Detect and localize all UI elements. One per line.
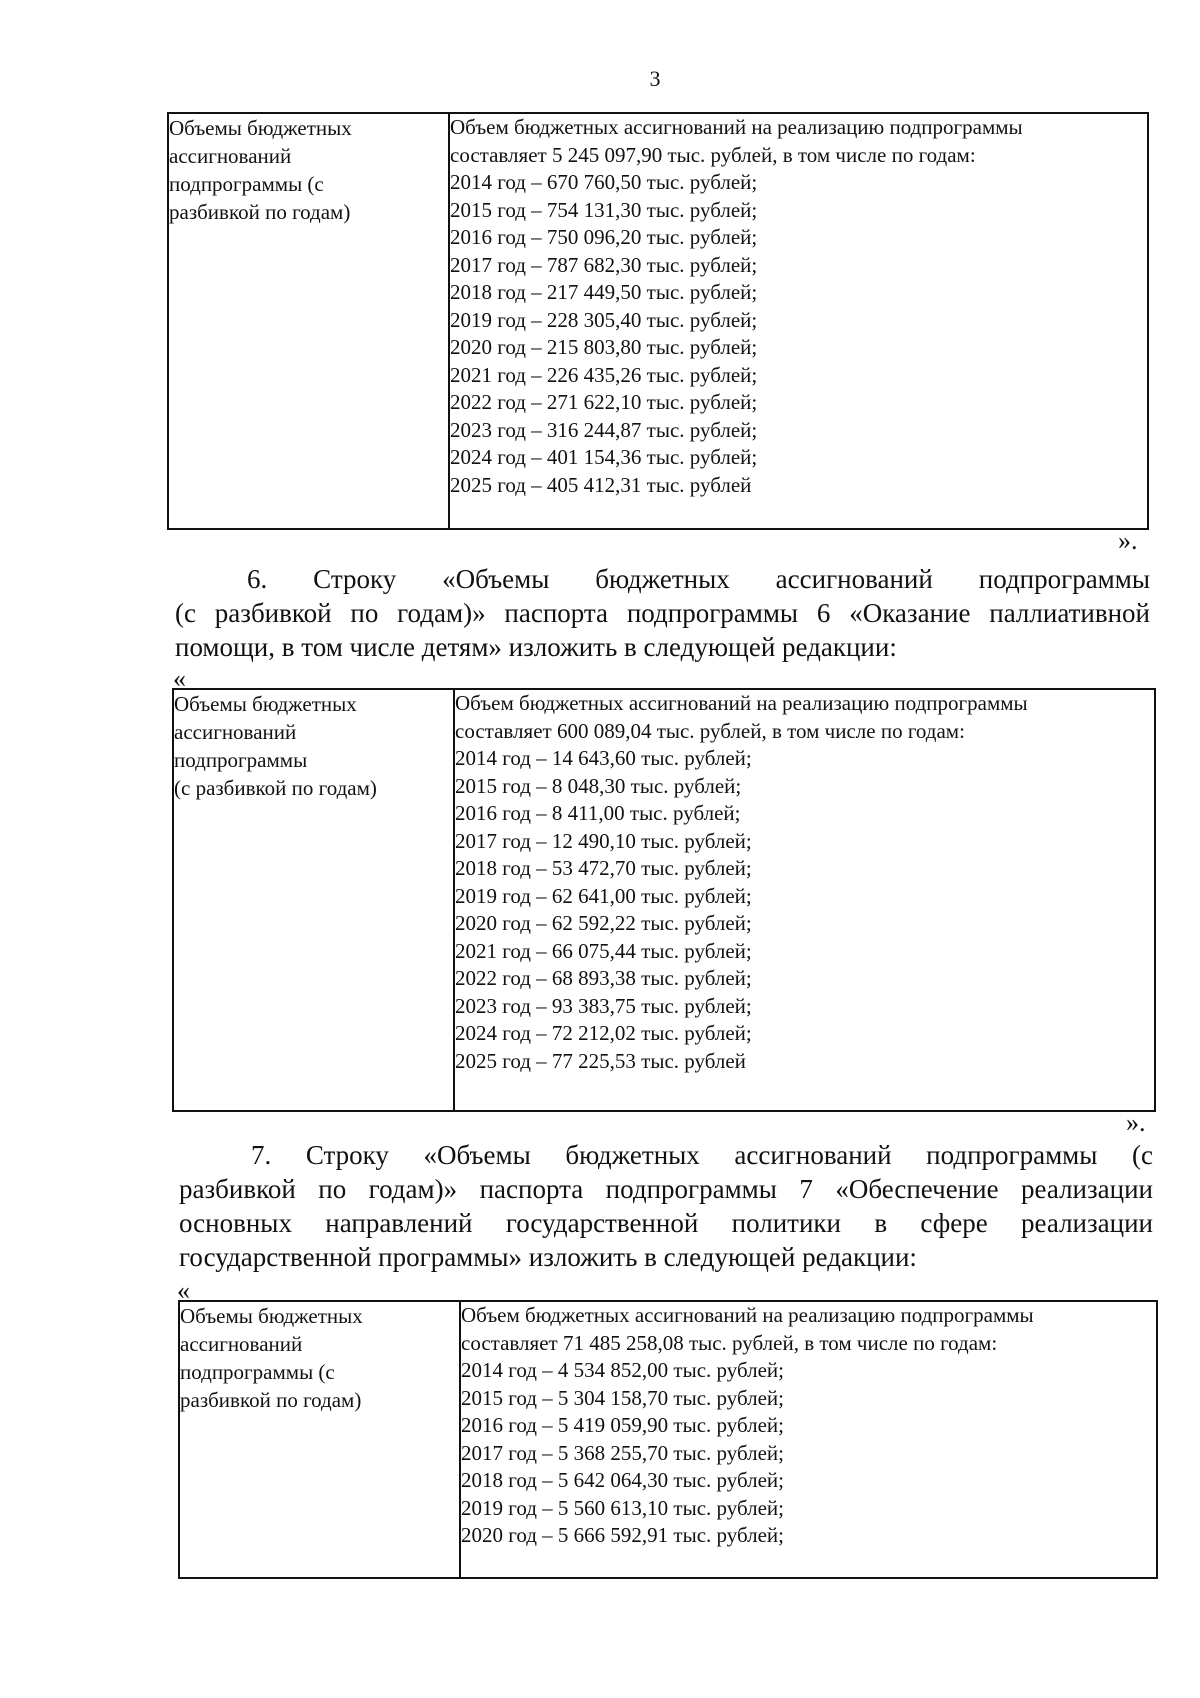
- year-line: 2025 год – 405 412,31 тыс. рублей: [450, 472, 752, 497]
- label-line: Объемы бюджетных: [180, 1304, 363, 1328]
- paragraph-line: (с разбивкой по годам)» паспорта подпрограммы 6 «Оказание паллиативной: [175, 598, 1150, 628]
- year-line: 2023 год – 93 383,75 тыс. рублей;: [455, 993, 752, 1018]
- budget-table-3: [178, 1300, 1158, 1579]
- year-line: 2018 год – 5 642 064,30 тыс. рублей;: [461, 1468, 785, 1492]
- paragraph-line: 6. Строку «Объемы бюджетных ассигнований подпрограммы: [247, 564, 1150, 594]
- paragraph-line: помощи, в том числе детям» изложить в следующей редакции:: [175, 632, 897, 662]
- label-line: ассигнований: [169, 144, 292, 168]
- year-line: 2015 год – 754 131,30 тыс. рублей;: [450, 197, 758, 222]
- paragraph-line: 7. Строку «Объемы бюджетных ассигнований подпрограммы (с: [251, 1140, 1153, 1170]
- close-quote: ».: [1126, 1108, 1146, 1137]
- year-line: 2022 год – 68 893,38 тыс. рублей;: [455, 966, 752, 990]
- year-line: 2020 год – 62 592,22 тыс. рублей;: [455, 911, 752, 935]
- table-value-cell: [454, 689, 1155, 1111]
- year-line: 2016 год – 8 411,00 тыс. рублей;: [455, 801, 741, 825]
- year-line: 2019 год – 62 641,00 тыс. рублей;: [455, 883, 752, 908]
- year-line: 2024 год – 72 212,02 тыс. рублей;: [455, 1021, 752, 1045]
- close-quote: ».: [1118, 526, 1138, 555]
- table-label-cell: [179, 1301, 460, 1578]
- year-line: 2023 год – 316 244,87 тыс. рублей;: [450, 417, 758, 442]
- table-label-cell: [173, 689, 454, 1111]
- label-line: Объемы бюджетных: [169, 116, 352, 140]
- year-line: 2014 год – 670 760,50 тыс. рублей;: [450, 170, 758, 194]
- year-line: 2019 год – 228 305,40 тыс. рублей;: [450, 307, 758, 332]
- year-line: 2024 год – 401 154,36 тыс. рублей;: [450, 445, 758, 469]
- year-line: 2017 год – 5 368 255,70 тыс. рублей;: [461, 1440, 785, 1465]
- label-line: разбивкой по годам): [180, 1388, 362, 1412]
- year-line: 2018 год – 217 449,50 тыс. рублей;: [450, 280, 758, 304]
- label-line: ассигнований: [174, 720, 297, 744]
- page-number: 3: [649, 66, 661, 91]
- year-line: 2017 год – 787 682,30 тыс. рублей;: [450, 252, 758, 277]
- budget-table-2: [172, 688, 1156, 1112]
- intro-line: составляет 71 485 258,08 тыс. рублей, в том числе по годам:: [461, 1330, 998, 1355]
- year-line: 2015 год – 5 304 158,70 тыс. рублей;: [461, 1385, 785, 1410]
- intro-line: составляет 5 245 097,90 тыс. рублей, в том числе по годам:: [450, 142, 976, 167]
- label-line: разбивкой по годам): [169, 200, 351, 224]
- year-line: 2016 год – 750 096,20 тыс. рублей;: [450, 225, 758, 249]
- intro-line: Объем бюджетных ассигнований на реализацию подпрограммы: [461, 1303, 1034, 1327]
- label-line: Объемы бюджетных: [174, 692, 357, 716]
- year-line: 2021 год – 226 435,26 тыс. рублей;: [450, 362, 758, 387]
- open-quote: «: [177, 1276, 190, 1305]
- intro-line: Объем бюджетных ассигнований на реализацию подпрограммы: [450, 115, 1023, 139]
- label-line: ассигнований: [180, 1332, 303, 1356]
- intro-line: Объем бюджетных ассигнований на реализацию подпрограммы: [455, 691, 1028, 715]
- year-line: 2018 год – 53 472,70 тыс. рублей;: [455, 856, 752, 880]
- table-value-cell: [449, 113, 1148, 529]
- label-line: подпрограммы: [174, 748, 308, 772]
- label-line: подпрограммы (с: [169, 172, 324, 196]
- year-line: 2014 год – 4 534 852,00 тыс. рублей;: [461, 1358, 785, 1382]
- paragraph-7: [179, 1138, 1153, 1274]
- open-quote: «: [173, 664, 186, 693]
- table-label-cell: [168, 113, 449, 529]
- label-line: (с разбивкой по годам): [174, 776, 377, 800]
- year-line: 2015 год – 8 048,30 тыс. рублей;: [455, 773, 742, 798]
- year-line: 2020 год – 5 666 592,91 тыс. рублей;: [461, 1523, 785, 1547]
- year-line: 2021 год – 66 075,44 тыс. рублей;: [455, 938, 752, 963]
- paragraph-6: [175, 562, 1150, 664]
- table-value-cell: [460, 1301, 1157, 1578]
- year-line: 2022 год – 271 622,10 тыс. рублей;: [450, 390, 758, 414]
- year-line: 2014 год – 14 643,60 тыс. рублей;: [455, 746, 752, 770]
- paragraph-line: разбивкой по годам)» паспорта подпрограммы 7 «Обеспечение реализации: [179, 1174, 1153, 1204]
- paragraph-line: основных направлений государственной политики в сфере реализации: [179, 1208, 1153, 1238]
- paragraph-line: государственной программы» изложить в следующей редакции:: [179, 1242, 917, 1272]
- year-line: 2020 год – 215 803,80 тыс. рублей;: [450, 335, 758, 359]
- year-line: 2017 год – 12 490,10 тыс. рублей;: [455, 828, 752, 853]
- intro-line: составляет 600 089,04 тыс. рублей, в том числе по годам:: [455, 718, 965, 743]
- year-line: 2016 год – 5 419 059,90 тыс. рублей;: [461, 1413, 785, 1437]
- year-line: 2019 год – 5 560 613,10 тыс. рублей;: [461, 1495, 785, 1520]
- year-line: 2025 год – 77 225,53 тыс. рублей: [455, 1048, 746, 1073]
- budget-table-1: [167, 112, 1149, 530]
- label-line: подпрограммы (с: [180, 1360, 335, 1384]
